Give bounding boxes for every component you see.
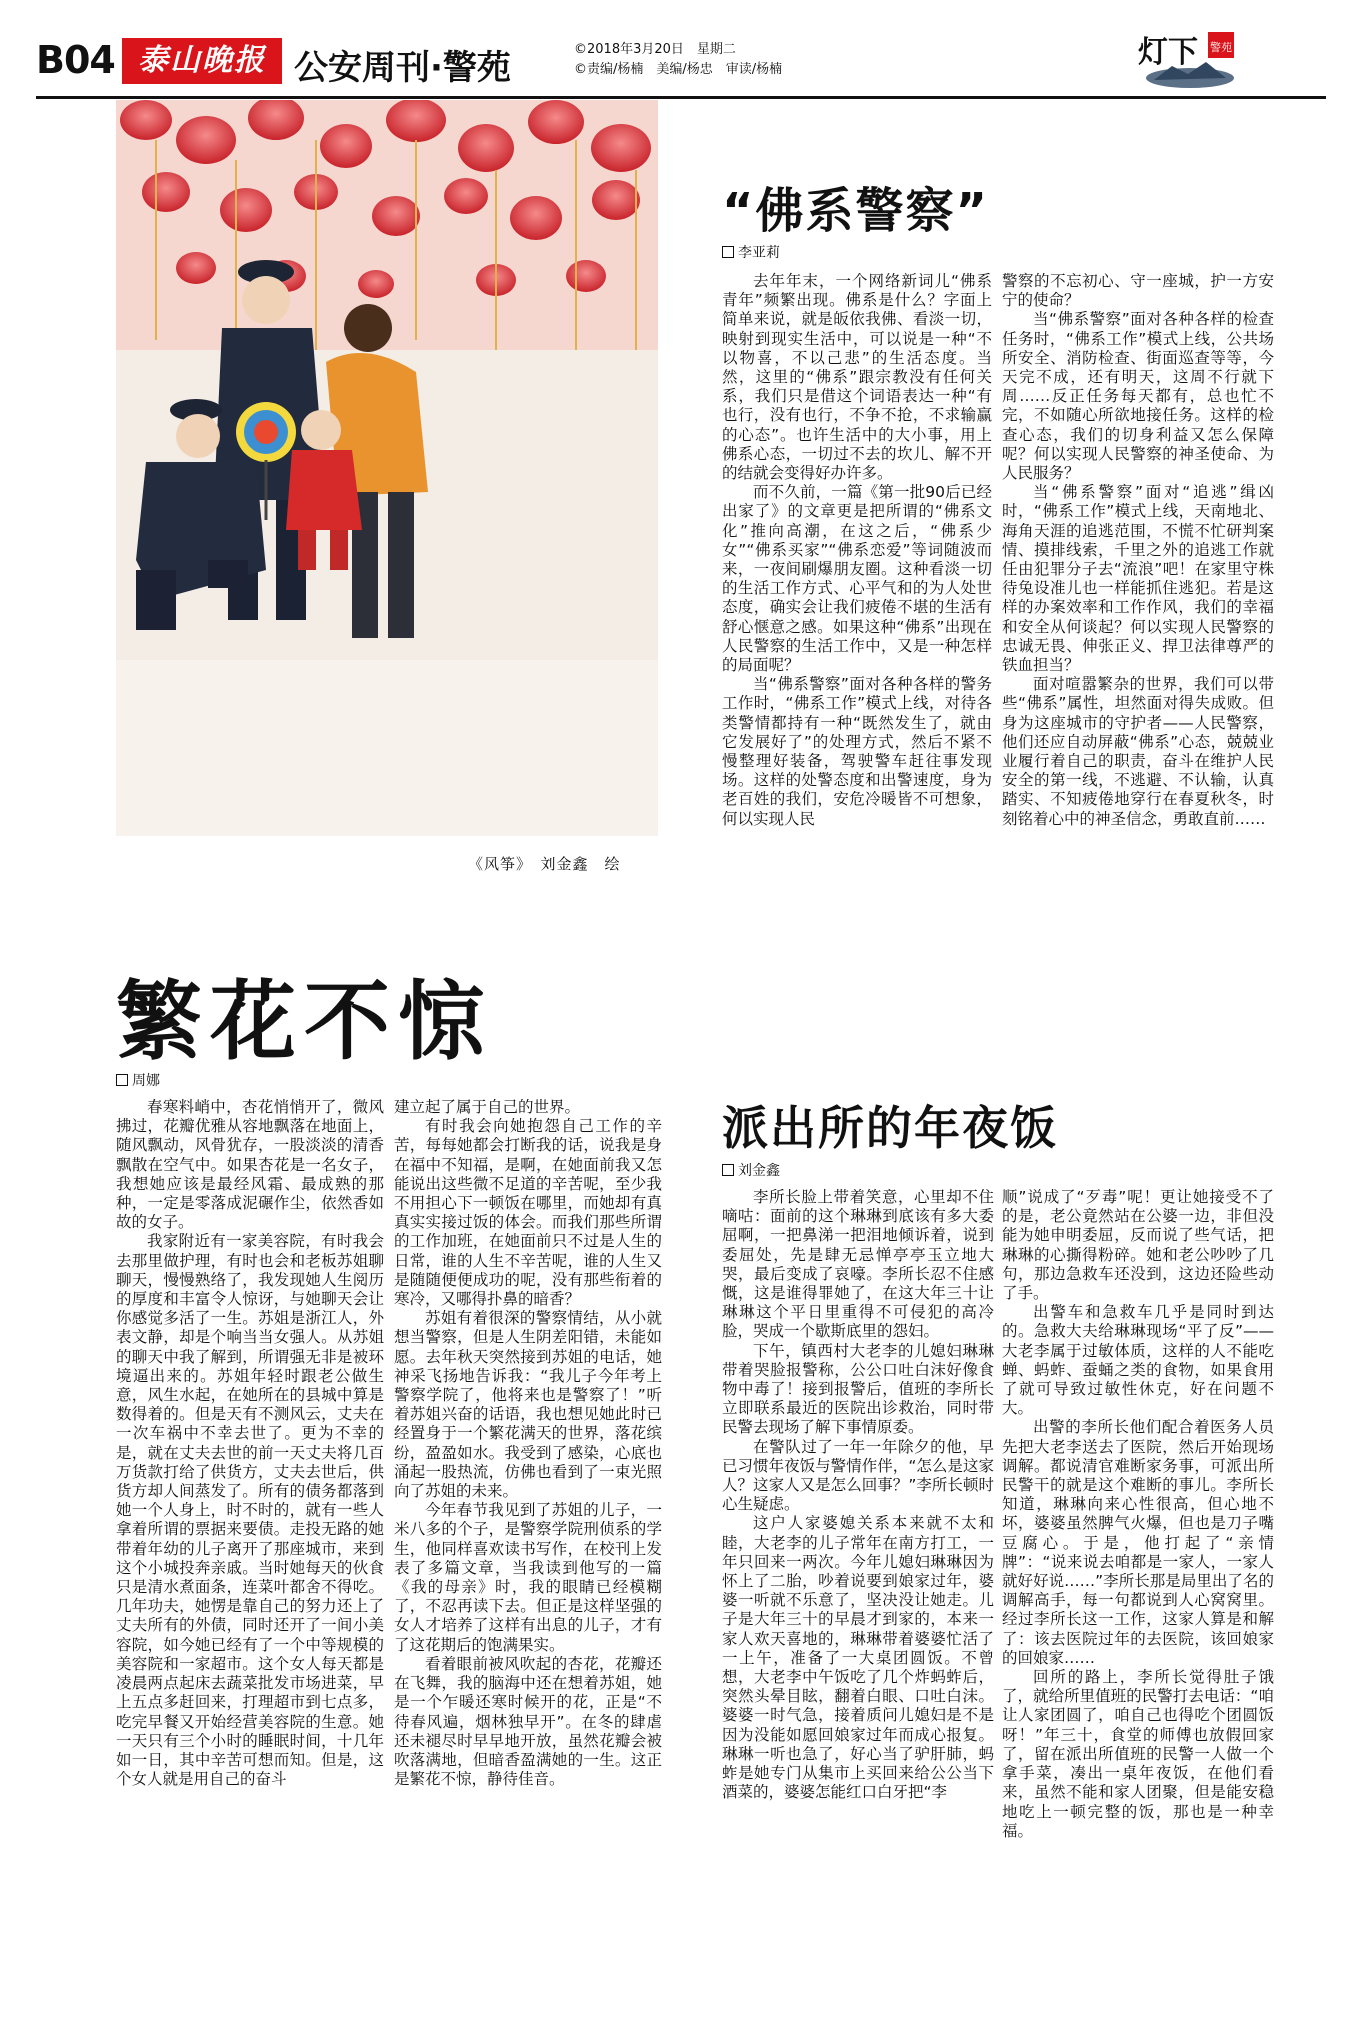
article3-author: 刘金鑫 — [738, 1163, 780, 1179]
article2-column-2 — [394, 1098, 662, 1789]
article1-title: “佛系警察” — [722, 183, 990, 239]
byline-square-icon — [722, 246, 734, 258]
paragraph: 当“佛系警察”面对各种各样的警务工作时，“佛系工作”模式上线，对待各类警情都持有一种“既然发生了，就由它发展好了”的处理方式，然后不紧不慢整理好装备，驾驶警车赶往事发现场。这样的处警态度和出警速度，身为老百姓的我们，安危冷暖皆不可想象，何以实现人民 — [722, 675, 992, 828]
paragraph: 在警队过了一年一年除夕的他，早已习惯年夜饭与警情作伴，“怎么是这家人？这家人又是怎么回事？”李所长顿时心生疑虑。 — [722, 1437, 994, 1514]
article3-title: 派出所的年夜饭 — [722, 1101, 1058, 1155]
kite-illustration — [116, 100, 658, 836]
article1-author: 李亚莉 — [738, 245, 780, 261]
article2-byline — [116, 1070, 160, 1090]
paragraph: 面对喧嚣繁杂的世界，我们可以带些“佛系”属性，坦然面对得失成败。但身为这座城市的守护者——人民警察，他们还应自动屏蔽“佛系”心态，兢兢业业履行着自己的职责，奋斗在维护人民安全的第一线，不逃避、不认输，认真踏实、不知疲倦地穿行在春夏秋冬，时刻铭着心中的神圣信念，勇敢直前…… — [1002, 675, 1274, 828]
paragraph: 建立起了属于自己的世界。 — [394, 1098, 581, 1116]
issue-meta — [574, 40, 782, 80]
article2-author: 周娜 — [132, 1073, 160, 1089]
article2-title: 繁花不惊 — [116, 972, 492, 1072]
paragraph: 苏姐有着很深的警察情结，从小就想当警察，但是人生阴差阳错，未能如愿。去年秋天突然接到苏姐的电话，她神采飞扬地告诉我：“我儿子今年考上警察学院了，他将来也是警察了！”听着苏姐兴奋的话语，我也想见她此时已经置身于一个繁花满天的世界，落花缤纷，盈盈如水。我受到了感染，心底也涌起一股热流，仿佛也看到了一束光照向了苏姐的未来。 — [394, 1309, 662, 1501]
paragraph: 去年年末，一个网络新词儿“佛系青年”频繁出现。佛系是什么？字面上简单来说，就是皈依我佛、看淡一切，映射到现实生活中，可以说是一种“不以物喜，不以己悲”的生活态度。当然，这里的“佛系”跟宗教没有任何关系，我们只是借这个词语表达一种“有也行，没有也行，不争不抢，不求输赢的心态”。也许生活中的大小事，用上佛系心态，一切过不去的坎儿、解不开的结就会变得好办许多。 — [722, 272, 992, 483]
paragraph: 而不久前，一篇《第一批90后已经出家了》的文章更是把所谓的“佛系文化”推向高潮，在这之后，“佛系少女”“佛系买家”“佛系恋爱”等词随波而来，一夜间刷爆朋友圈。这种看淡一切的生活工作方式、心平气和的为人处世态度，确实会让我们疲倦不堪的生活有舒心惬意之感。如果这种“佛系”出现在人民警察的生活工作中，又是一种怎样的局面呢？ — [722, 483, 992, 675]
column-title: 公安周刊·警苑 — [294, 48, 511, 88]
editor-credits: ©责编/杨楠 美编/杨忠 审读/杨楠 — [574, 62, 783, 77]
page-number: B04 — [36, 38, 115, 82]
paragraph: 当“佛系警察”面对各种各样的检查任务时，“佛系工作”模式上线，公共场所安全、消防检查、街面巡查等等，今天完不成，还有明天，这周不行就下周……反正任务每天都有，总也忙不完，不如随心所欲地接任务。这样的检查心态，我们的切身利益又怎么保障呢？何以实现人民警察的神圣使命、为人民服务？ — [1002, 310, 1274, 483]
paragraph: 出警的李所长他们配合着医务人员先把大老李送去了医院，然后开始现场调解。都说清官难断家务事，可派出所民警干的就是这个难断的事儿。李所长知道，琳琳向来心性很高，但心地不坏，婆婆虽然脾气火爆，但也是刀子嘴豆腐心。于是，他打起了“亲情牌”：“说来说去咱都是一家人，一家人就好好说……”李所长那是局里出了名的调解高手，每一句都说到人心窝窝里。经过李所长这一工作，这家人算是和解了：该去医院过年的去医院，该回娘家的回娘家…… — [1002, 1418, 1274, 1667]
article3-column-1 — [722, 1188, 994, 1803]
badge-seal-text: 警苑 — [1210, 41, 1232, 54]
article1-byline — [722, 242, 780, 262]
article3-column-2 — [1002, 1188, 1274, 1841]
paragraph: 这户人家婆媳关系本来就不太和睦，大老李的儿子常年在南方打工，一年只回来一两次。今年儿媳妇琳琳因为怀上了二胎，吵着说要到娘家过年，婆婆一听就不乐意了，坚决没让她走。儿子是大年三十的早晨才到家的，本来一家人欢天喜地的，琳琳带着婆婆忙活了一上午，准备了一大桌团圆饭。不曾想，大老李中午饭吃了几个炸蚂蚱后，突然头晕目眩，翻着白眼、口吐白沫。婆婆一时气急，接着质问儿媳妇是不是因为没能如愿回娘家过年而成心报复。琳琳一听也急了，好心当了驴肝肺，蚂蚱是她专门从集市上买回来给公公当下酒菜的，婆婆怎能红口白牙把“李 — [722, 1514, 994, 1802]
article3-byline — [722, 1160, 780, 1180]
badge-graphic — [1130, 22, 1240, 94]
paragraph: 出警车和急救车几乎是同时到达的。急救大夫给琳琳现场“平了反”——大老李属于过敏体质，这样的人不能吃蝉、蚂蚱、蚕蛹之类的食物，如果食用了就可导致过敏性休克，好在问题不大。 — [1002, 1303, 1274, 1418]
byline-square-icon — [116, 1074, 128, 1086]
paragraph: 春寒料峭中，杏花悄悄开了，微风拂过，花瓣优雅从容地飘落在地面上，随风飘动，风骨犹存，一股淡淡的清香飘散在空气中。如果杏花是一名女子，我想她应该是最经风霜、最成熟的那种，一定是零落成泥碾作尘，依然香如故的女子。 — [116, 1098, 384, 1232]
column-badge — [1130, 22, 1240, 94]
byline-square-icon — [722, 1164, 734, 1176]
paragraph: 回所的路上，李所长觉得肚子饿了，就给所里值班的民警打去电话：“咱让人家团圆了，咱自己也得吃个团圆饭呀！”年三十，食堂的师傅也放假回家了，留在派出所值班的民警一人做一个拿手菜，凑出一桌年夜饭，在他们看来，虽然不能和家人团聚，但是能安稳地吃上一顿完整的饭，那也是一种幸福。 — [1002, 1668, 1274, 1840]
paragraph: 看着眼前被风吹起的杏花，花瓣还在飞舞，我的脑海中还在想着苏姐，她是一个乍暖还寒时候开的花，正是“不待春风遍，烟林独早开”。在冬的肆虐还未褪尽时早早地开放，虽然花瓣会被吹落满地，但暗香盈满她的一生。这正是繁花不惊，静待佳音。 — [394, 1654, 662, 1789]
illustration-caption: 《风筝》 刘金鑫 绘 — [468, 855, 621, 873]
header-rule — [36, 96, 1326, 99]
paragraph: 有时我会向她抱怨自己工作的辛苦，每每她都会打断我的话，说我是身在福中不知福，是啊，在她面前我又怎能说出这些微不足道的辛苦呢，至少我不用担心下一顿饭在哪里，而她却有真真实实接过饭的体会。而我们那些所谓的工作加班，在她面前只不过是人生的日常，谁的人生不辛苦呢，谁的人生又是随随便便成功的呢，没有那些衔着的寒冷，又哪得扑鼻的暗香？ — [394, 1117, 662, 1309]
paragraph: 我家附近有一家美容院，有时我会去那里做护理，有时也会和老板苏姐聊聊天，慢慢熟络了，我发现她人生阅历的厚度和丰富令人惊讶，与她聊天会让你感觉多活了一生。苏姐是浙江人，外表文静，却是个响当当女强人。从苏姐的聊天中我了解到，所谓强无非是被环境逼出来的。苏姐年轻时跟老公做生意，风生水起，在她所在的县城中算是数得着的。但是天有不测风云，丈夫在一次车祸中不幸去世了。更为不幸的是，就在丈夫去世的前一天丈夫将几百万货款打给了供货方，丈夫去世后，供货方却人间蒸发了。所有的债务都落到她一个人身上，时不时的，就有一些人拿着所谓的票据来要债。走投无路的她带着年幼的儿子离开了那座城市，来到这个小城投奔亲戚。当时她每天的伙食只是清水煮面条，连菜叶都舍不得吃。几年功夫，她愣是靠自己的努力还上了丈夫所有的外债，同时还开了一间小美容院，如今她已经有了一个中等规模的美容院和一家超市。这个女人每天都是凌晨两点起床去蔬菜批发市场进菜，早上五点多赶回来，打理超市到七点多，吃完早餐又开始经营美容院的生意。她一天只有三个小时的睡眠时间，十几年如一日，其中辛苦可想而知。但是，这个女人就是用自己的奋斗 — [116, 1232, 384, 1789]
paragraph: 顺”说成了“歹毒”呢！更让她接受不了的是，老公竟然站在公婆一边，非但没能为她申明委屈，反而说了些气话，把琳琳的心撕得粉碎。她和老公吵吵了几句，那边急救车还没到，这边还险些动了手。 — [1002, 1188, 1274, 1303]
badge-big-text: 灯下 — [1138, 35, 1198, 70]
paragraph: 警察的不忘初心、守一座城，护一方安宁的使命？ — [1002, 272, 1274, 310]
article1-column-1 — [722, 272, 992, 829]
article2-column-1 — [116, 1098, 384, 1789]
issue-date: ©2018年3月20日 星期二 — [574, 42, 736, 57]
paragraph: 下午，镇西村大老李的儿媳妇琳琳带着哭脸报警称，公公口吐白沫好像食物中毒了！接到报警后，值班的李所长立即联系最近的医院出诊救治，同时带民警去现场了解下事情原委。 — [722, 1341, 994, 1437]
paragraph: 今年春节我见到了苏姐的儿子，一米八多的个子，是警察学院刑侦系的学生，他同样喜欢读书写作，在校刊上发表了多篇文章，当我读到他写的一篇《我的母亲》时，我的眼睛已经模糊了，不忍再读下去。但正是这样坚强的女人才培养了这样有出息的儿子，才有了这花期后的饱满果实。 — [394, 1501, 662, 1654]
article1-column-2 — [1002, 272, 1274, 829]
paragraph: 李所长脸上带着笑意，心里却不住嘀咕：面前的这个琳琳到底该有多大委屈啊，一把鼻涕一把泪地倾诉着，说到委屈处，先是肆无忌惮亭亭玉立地大哭，最后变成了哀嚎。李所长忍不住感慨，这是谁得罪她了，在这大年三十让琳琳这个平日里重得不可侵犯的高冷脸，哭成一个歇斯底里的怨妇。 — [722, 1188, 994, 1341]
paragraph: 当“佛系警察”面对“追逃”缉凶时，“佛系工作”模式上线，天南地北、海角天涯的追逃范围，不慌不忙研判案情、摸排线索，千里之外的追逃工作就任由犯罪分子去“流浪”吧！在家里守株待兔设准儿也一样能抓住逃犯。若是这样的办案效率和工作作风，我们的幸福和安全从何谈起？何以实现人民警察的忠诚无畏、伸张正义、捍卫法律尊严的铁血担当？ — [1002, 483, 1274, 675]
newspaper-logo: 泰山晚报 — [122, 38, 282, 84]
